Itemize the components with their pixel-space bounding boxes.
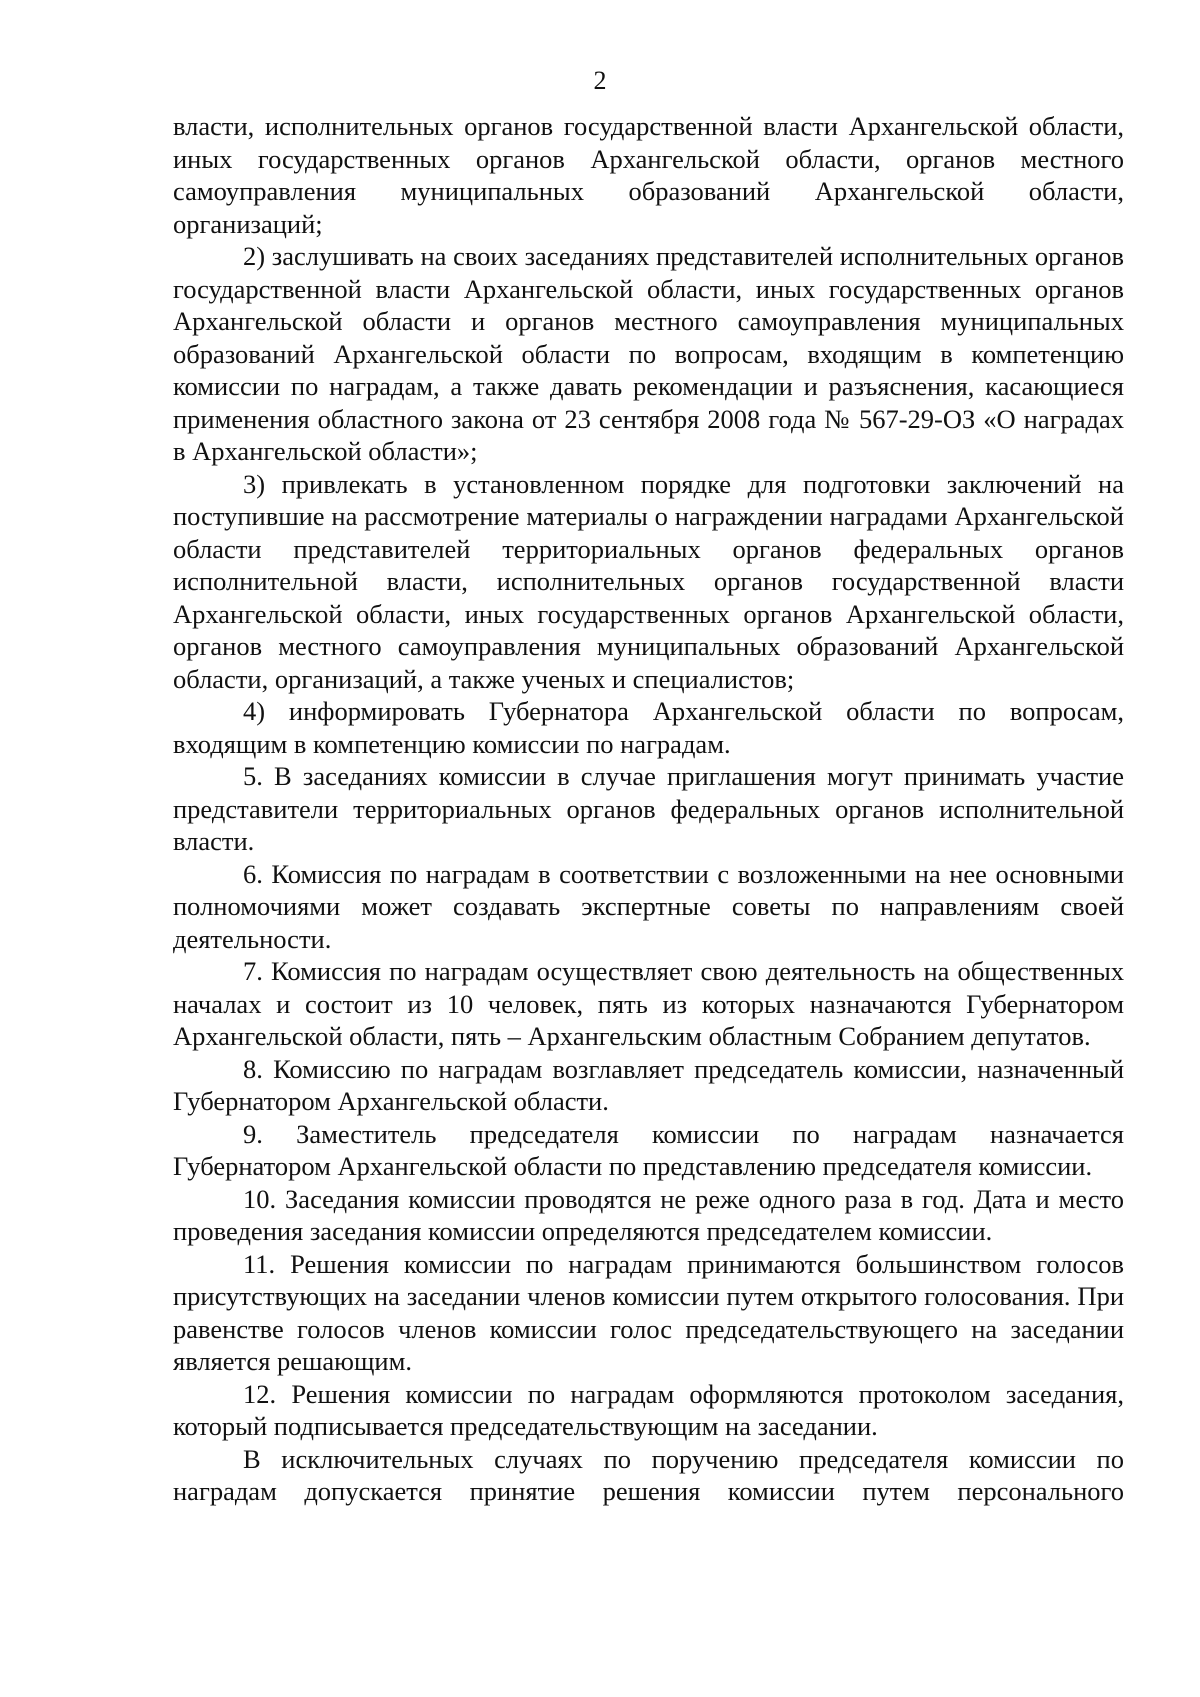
paragraph-item-2: 2) заслушивать на своих заседаниях представителей исполнительных органов государственной власти Архангельской области, иных государственных органов Архангельской области и органов местного самоуправления муниципальных образований Архангельской области по вопросам, входящим в компетенцию комиссии по наградам, а также давать рекомендации и разъяснения, касающиеся применения областного закона от 23 сентября 2008 года № 567-29-ОЗ «О наградах в Архангельской области»; — [173, 241, 1124, 466]
paragraph-12: 12. Решения комиссии по наградам оформляются протоколом заседания, который подписывается председательствующим на заседании. — [173, 1378, 1124, 1441]
paragraph-item-3: 3) привлекать в установленном порядке для подготовки заключений на поступившие на рассмотрение материалы о награждении наградами Архангельской области представителей территориальных органов федеральных органов исполнительной власти, исполнительных органов государственной власти Архангельской области, иных государственных органов Архангельской области, органов местного самоуправления муниципальных образований Архангельской области, организаций, а также ученых и специалистов; — [173, 468, 1124, 694]
paragraph-item-4: 4) информировать Губернатора Архангельской области по вопросам, входящим в компетенцию комиссии по наградам. — [173, 696, 1124, 759]
paragraph-11: 11. Решения комиссии по наградам принимаются большинством голосов присутствующих на заседании членов комиссии путем открытого голосования. При равенстве голосов членов комиссии голос председательствующего на заседании является решающим. — [173, 1248, 1124, 1376]
paragraph-6: 6. Комиссия по наградам в соответствии с возложенными на нее основными полномочиями может создавать экспертные советы по направлениям своей деятельности. — [173, 858, 1124, 954]
page-number: 2 — [593, 66, 607, 95]
paragraph-5: 5. В заседаниях комиссии в случае приглашения могут принимать участие представители территориальных органов федеральных органов исполнительной власти. — [173, 761, 1124, 856]
paragraph-exceptional-cases: В исключительных случаях по поручению председателя комиссии по наградам допускается принятие решения комиссии путем персонального — [173, 1443, 1124, 1506]
paragraph-7: 7. Комиссия по наградам осуществляет свою деятельность на общественных началах и состоит из 10 человек, пять из которых назначаются Губернатором Архангельской области, пять – Архангельским областным Собранием депутатов. — [173, 956, 1124, 1051]
paragraph-continuation: власти, исполнительных органов государственной власти Архангельской области, иных государственных органов Архангельской области, органов местного самоуправления муниципальных образований Архангельской области, организаций; — [173, 111, 1124, 239]
document-body — [173, 110, 1124, 1508]
paragraph-10: 10. Заседания комиссии проводятся не реже одного раза в год. Дата и место проведения заседания комиссии определяются председателем комиссии. — [173, 1183, 1124, 1246]
paragraph-8: 8. Комиссию по наградам возглавляет председатель комиссии, назначенный Губернатором Архангельской области. — [173, 1053, 1124, 1116]
paragraph-9: 9. Заместитель председателя комиссии по наградам назначается Губернатором Архангельской области по представлению председателя комиссии. — [173, 1118, 1124, 1181]
